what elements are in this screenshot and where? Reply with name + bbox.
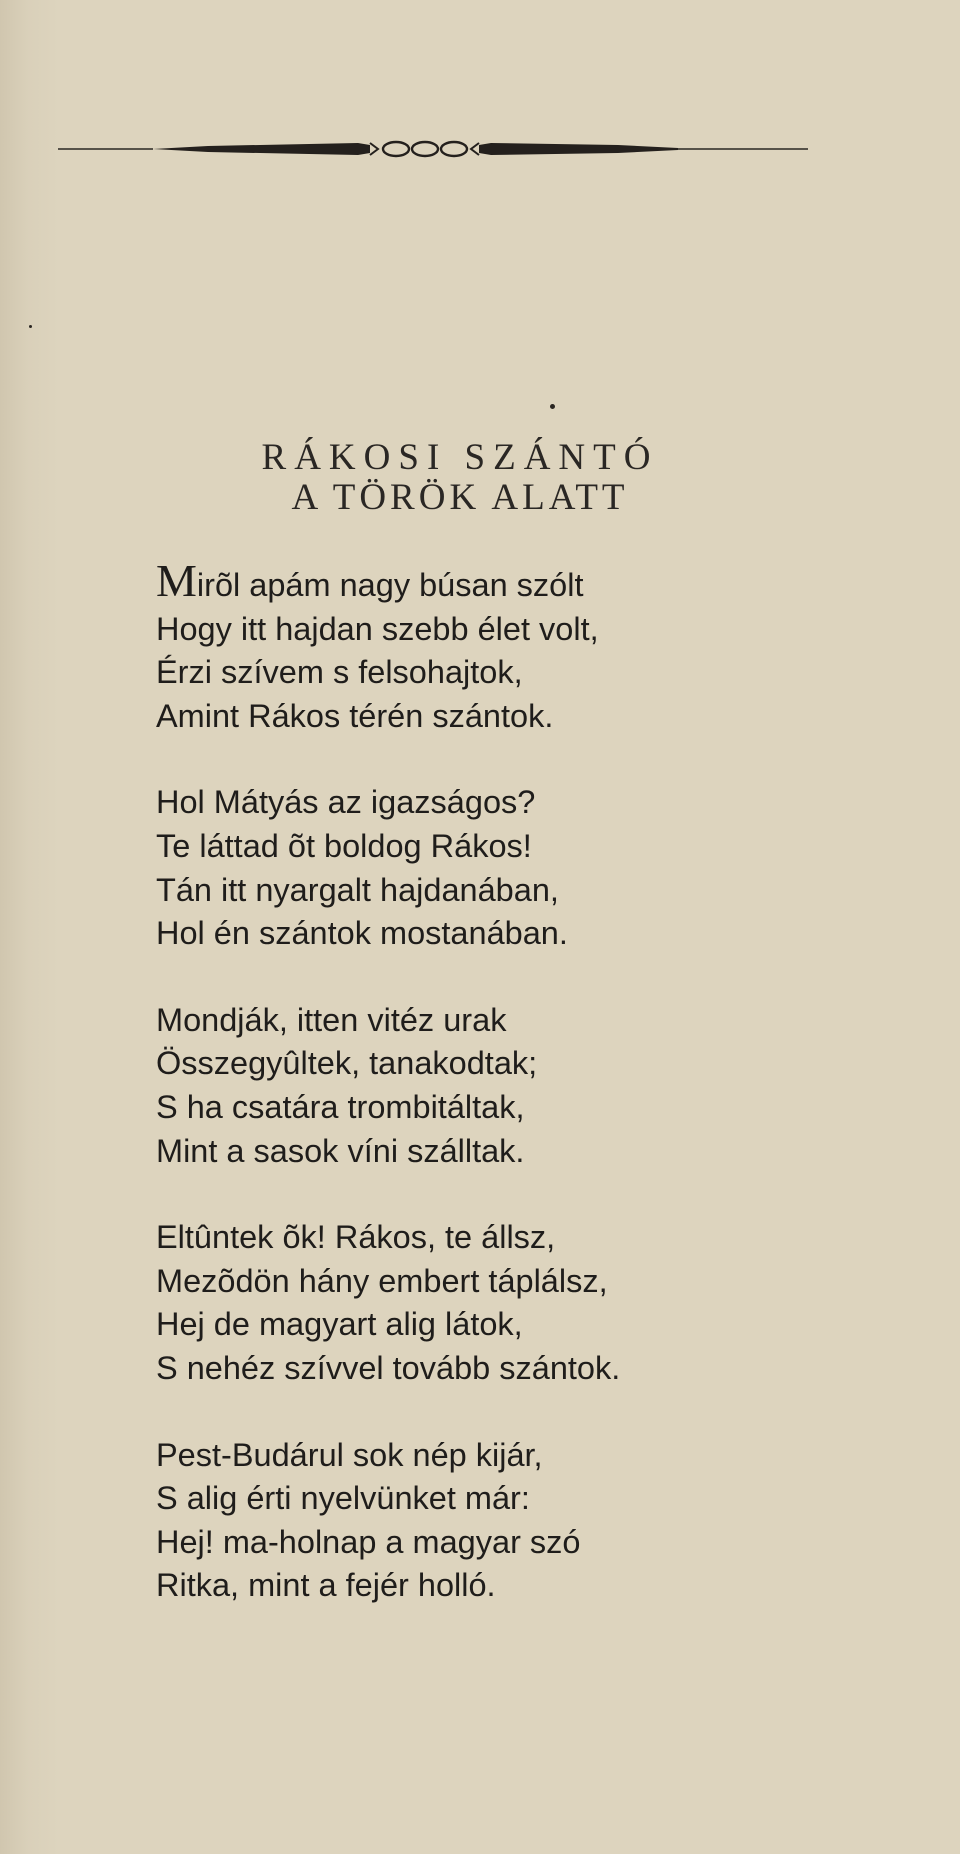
poem-line: Hogy itt hajdan szebb élet volt,	[156, 610, 599, 647]
print-speck	[550, 404, 555, 409]
poem-line: Mezõdön hány embert táplálsz,	[156, 1262, 608, 1299]
poem-line: Amint Rákos térén szántok.	[156, 697, 554, 734]
poem-body	[156, 555, 776, 1651]
poem-line: Te láttad õt boldog Rákos!	[156, 827, 532, 864]
ornament-divider	[58, 132, 808, 168]
poem-line: Ritka, mint a fejér holló.	[156, 1567, 496, 1604]
poem-line: Tán itt nyargalt hajdanában,	[156, 871, 559, 908]
poem-line: S alig érti nyelvünket már:	[156, 1480, 530, 1517]
poem-line: S ha csatára trombitáltak,	[156, 1088, 525, 1125]
poem-line: Hej de magyart alig látok,	[156, 1306, 523, 1343]
stanza	[156, 1216, 776, 1390]
poem-line: Hej! ma-holnap a magyar szó	[156, 1523, 581, 1560]
drop-cap: M	[156, 555, 197, 606]
stanza	[156, 781, 776, 955]
poem-line: Mint a sasok víni szálltak.	[156, 1132, 525, 1169]
stanza	[156, 1434, 776, 1608]
stanza	[156, 999, 776, 1173]
poem-line	[156, 555, 776, 608]
poem-line: Eltûntek õk! Rákos, te állsz,	[156, 1219, 556, 1256]
stanza	[156, 555, 776, 738]
poem-line: Érzi szívem s felsohajtok,	[156, 654, 523, 691]
poem-line: Összegyûltek, tanakodtak;	[156, 1045, 538, 1082]
poem-title-line-1: RÁKOSI SZÁNTÓ	[261, 437, 659, 478]
print-speck	[29, 325, 32, 328]
poem-line: Pest-Budárul sok nép kijár,	[156, 1436, 543, 1473]
poem-line: Hol Mátyás az igazságos?	[156, 784, 536, 821]
poem-line: Mondják, itten vitéz urak	[156, 1001, 507, 1038]
poem-line-text: irõl apám nagy búsan szólt	[196, 567, 584, 603]
poem-title-line-2: A TÖRÖK ALATT	[291, 477, 629, 518]
poem-line: S nehéz szívvel tovább szántok.	[156, 1349, 621, 1386]
poem-line: Hol én szántok mostanában.	[156, 915, 568, 952]
